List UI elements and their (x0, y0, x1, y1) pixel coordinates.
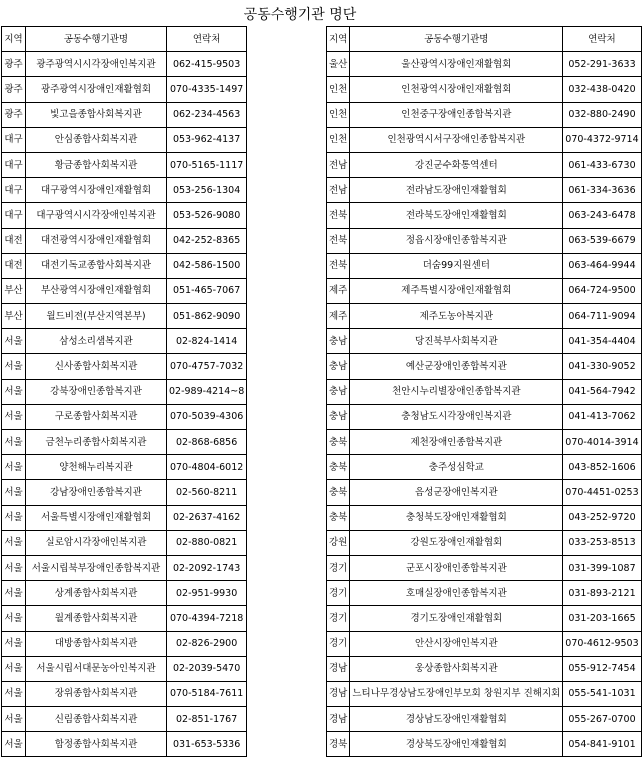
table-row (2, 52, 247, 77)
table-row (2, 480, 247, 505)
region-cell: 서울 (2, 732, 26, 757)
table-row (2, 228, 247, 253)
phone-cell: 063-243-6478 (563, 203, 641, 228)
table-row (327, 52, 642, 77)
region-cell: 대구 (2, 178, 26, 203)
table-row (2, 278, 247, 303)
region-cell: 대구 (2, 203, 26, 228)
region-cell: 경기 (327, 606, 350, 631)
org-name-cell: 천안시누리별장애인종합복지관 (350, 379, 563, 404)
table-row (2, 455, 247, 480)
org-name-cell: 호매실장애인종합복지관 (350, 581, 563, 606)
table-row (2, 77, 247, 102)
region-cell: 서울 (2, 329, 26, 354)
table-row (327, 505, 642, 530)
table-row (327, 404, 642, 429)
org-name-cell: 정읍시장애인종합복지관 (350, 228, 563, 253)
org-name-cell: 대전광역시장애인재활협회 (26, 228, 167, 253)
region-cell: 강원 (327, 530, 350, 555)
region-cell: 서울 (2, 379, 26, 404)
phone-cell: 070-4612-9503 (563, 631, 641, 656)
phone-cell: 055-267-0700 (563, 707, 641, 732)
table-row (2, 178, 247, 203)
phone-cell: 070-4451-0253 (563, 480, 641, 505)
org-name-cell: 월드비전(부산지역본부) (26, 304, 167, 329)
phone-cell: 061-433-6730 (563, 152, 641, 177)
phone-cell: 053-256-1304 (167, 178, 247, 203)
phone-cell: 070-5165-1117 (167, 152, 247, 177)
phone-cell: 042-586-1500 (167, 253, 247, 278)
table-row (327, 77, 642, 102)
phone-cell: 070-4757-7032 (167, 354, 247, 379)
org-name-cell: 강북장애인종합복지관 (26, 379, 167, 404)
table-row (2, 127, 247, 152)
phone-cell: 02-560-8211 (167, 480, 247, 505)
region-cell: 서울 (2, 656, 26, 681)
region-cell: 대전 (2, 253, 26, 278)
table-row (327, 379, 642, 404)
org-name-cell: 더숨99지원센터 (350, 253, 563, 278)
org-name-cell: 충주성심학교 (350, 455, 563, 480)
org-name-cell: 경상북도장애인재활협회 (350, 732, 563, 757)
region-cell: 충북 (327, 430, 350, 455)
phone-cell: 052-291-3633 (563, 52, 641, 77)
phone-cell: 055-912-7454 (563, 656, 641, 681)
table-header-row (2, 27, 247, 52)
region-cell: 경북 (327, 732, 350, 757)
phone-cell: 041-330-9052 (563, 354, 641, 379)
org-name-cell: 강원도장애인재활협회 (350, 530, 563, 555)
phone-cell: 02-951-9930 (167, 581, 247, 606)
table-row (2, 656, 247, 681)
org-name-cell: 대구광역시시각장애인복지관 (26, 203, 167, 228)
region-cell: 인천 (327, 77, 350, 102)
phone-cell: 055-541-1031 (563, 681, 641, 706)
org-name-cell: 광주광역시시각장애인복지관 (26, 52, 167, 77)
phone-cell: 032-438-0420 (563, 77, 641, 102)
region-cell: 서울 (2, 430, 26, 455)
region-cell: 대전 (2, 228, 26, 253)
phone-cell: 031-893-2121 (563, 581, 641, 606)
region-cell: 광주 (2, 52, 26, 77)
org-name-cell: 충청북도장애인재활협회 (350, 505, 563, 530)
org-name-cell: 금천누리종합사회복지관 (26, 430, 167, 455)
phone-cell: 041-564-7942 (563, 379, 641, 404)
org-name-cell: 안심종합사회복지관 (26, 127, 167, 152)
org-name-cell: 신사종합사회복지관 (26, 354, 167, 379)
table-row (2, 304, 247, 329)
table-row (327, 656, 642, 681)
left-org-table (1, 26, 247, 757)
phone-cell: 053-526-9080 (167, 203, 247, 228)
region-cell: 인천 (327, 102, 350, 127)
region-cell: 서울 (2, 455, 26, 480)
org-name-cell: 인천중구장애인종합복지관 (350, 102, 563, 127)
table-row (327, 329, 642, 354)
header-region: 지역 (327, 27, 350, 52)
org-name-cell: 당진북부사회복지관 (350, 329, 563, 354)
region-cell: 서울 (2, 480, 26, 505)
org-name-cell: 제주도농아복지관 (350, 304, 563, 329)
org-name-cell: 웅상종합사회복지관 (350, 656, 563, 681)
table-row (327, 455, 642, 480)
region-cell: 서울 (2, 505, 26, 530)
phone-cell: 032-880-2490 (563, 102, 641, 127)
org-name-cell: 제천장애인종합복지관 (350, 430, 563, 455)
region-cell: 경남 (327, 656, 350, 681)
table-row (2, 505, 247, 530)
org-name-cell: 강남장애인종합복지관 (26, 480, 167, 505)
phone-cell: 054-841-9101 (563, 732, 641, 757)
table-row (2, 631, 247, 656)
phone-cell: 062-415-9503 (167, 52, 247, 77)
org-name-cell: 대방종합사회복지관 (26, 631, 167, 656)
org-name-cell: 신림종합사회복지관 (26, 707, 167, 732)
region-cell: 충북 (327, 455, 350, 480)
region-cell: 서울 (2, 681, 26, 706)
table-row (2, 404, 247, 429)
phone-cell: 033-253-8513 (563, 530, 641, 555)
org-name-cell: 안산시장애인복지관 (350, 631, 563, 656)
phone-cell: 02-824-1414 (167, 329, 247, 354)
table-row (2, 606, 247, 631)
table-row (327, 430, 642, 455)
phone-cell: 031-399-1087 (563, 555, 641, 580)
phone-cell: 064-711-9094 (563, 304, 641, 329)
table-row (2, 102, 247, 127)
table-row (327, 228, 642, 253)
org-name-cell: 예산군장애인종합복지관 (350, 354, 563, 379)
table-row (2, 253, 247, 278)
org-name-cell: 울산광역시장애인재활협회 (350, 52, 563, 77)
region-cell: 서울 (2, 555, 26, 580)
table-row (327, 631, 642, 656)
phone-cell: 031-653-5336 (167, 732, 247, 757)
org-name-cell: 양천해누리복지관 (26, 455, 167, 480)
phone-cell: 051-862-9090 (167, 304, 247, 329)
region-cell: 경기 (327, 581, 350, 606)
table-row (327, 178, 642, 203)
header-phone: 연락처 (167, 27, 247, 52)
region-cell: 충북 (327, 505, 350, 530)
region-cell: 전북 (327, 203, 350, 228)
table-row (327, 278, 642, 303)
phone-cell: 02-826-2900 (167, 631, 247, 656)
region-cell: 부산 (2, 304, 26, 329)
org-name-cell: 합정종합사회복지관 (26, 732, 167, 757)
org-name-cell: 느티나무경상남도장애인부모회 창원지부 진해지회 (350, 681, 563, 706)
org-name-cell: 서울특별시장애인재활협회 (26, 505, 167, 530)
org-name-cell: 대전기독교종합사회복지관 (26, 253, 167, 278)
table-row (2, 379, 247, 404)
org-name-cell: 경기도장애인재활협회 (350, 606, 563, 631)
region-cell: 전남 (327, 178, 350, 203)
region-cell: 경남 (327, 707, 350, 732)
table-row (327, 606, 642, 631)
org-name-cell: 월계종합사회복지관 (26, 606, 167, 631)
header-org: 공동수행기관명 (26, 27, 167, 52)
table-row (327, 102, 642, 127)
region-cell: 충남 (327, 404, 350, 429)
phone-cell: 02-880-0821 (167, 530, 247, 555)
phone-cell: 043-852-1606 (563, 455, 641, 480)
phone-cell: 02-868-6856 (167, 430, 247, 455)
region-cell: 서울 (2, 581, 26, 606)
region-cell: 경기 (327, 631, 350, 656)
table-row (2, 430, 247, 455)
table-row (327, 681, 642, 706)
region-cell: 광주 (2, 77, 26, 102)
org-name-cell: 광주광역시장애인재활협회 (26, 77, 167, 102)
region-cell: 경기 (327, 555, 350, 580)
table-row (2, 530, 247, 555)
org-name-cell: 부산광역시장애인재활협회 (26, 278, 167, 303)
region-cell: 전북 (327, 253, 350, 278)
org-name-cell: 전라남도장애인재활협회 (350, 178, 563, 203)
org-name-cell: 인천광역시장애인재활협회 (350, 77, 563, 102)
phone-cell: 061-334-3636 (563, 178, 641, 203)
region-cell: 부산 (2, 278, 26, 303)
phone-cell: 053-962-4137 (167, 127, 247, 152)
phone-cell: 070-4014-3914 (563, 430, 641, 455)
phone-cell: 02-989-4214~8 (167, 379, 247, 404)
table-row (327, 555, 642, 580)
phone-cell: 070-4394-7218 (167, 606, 247, 631)
header-org: 공동수행기관명 (350, 27, 563, 52)
phone-cell: 070-4804-6012 (167, 455, 247, 480)
right-org-table (326, 26, 642, 757)
table-row (327, 203, 642, 228)
org-name-cell: 대구광역시장애인재활협회 (26, 178, 167, 203)
region-cell: 대구 (2, 127, 26, 152)
org-name-cell: 황금종합사회복지관 (26, 152, 167, 177)
region-cell: 대구 (2, 152, 26, 177)
org-name-cell: 군포시장애인종합복지관 (350, 555, 563, 580)
region-cell: 서울 (2, 631, 26, 656)
region-cell: 서울 (2, 530, 26, 555)
region-cell: 인천 (327, 127, 350, 152)
org-name-cell: 삼성소리샘복지관 (26, 329, 167, 354)
table-row (2, 707, 247, 732)
phone-cell: 070-5039-4306 (167, 404, 247, 429)
table-row (327, 304, 642, 329)
org-name-cell: 빛고을종합사회복지관 (26, 102, 167, 127)
org-name-cell: 상계종합사회복지관 (26, 581, 167, 606)
phone-cell: 062-234-4563 (167, 102, 247, 127)
region-cell: 광주 (2, 102, 26, 127)
phone-cell: 041-413-7062 (563, 404, 641, 429)
phone-cell: 041-354-4404 (563, 329, 641, 354)
table-row (327, 732, 642, 757)
phone-cell: 02-2637-4162 (167, 505, 247, 530)
table-row (327, 530, 642, 555)
org-name-cell: 제주특별시장애인재활협회 (350, 278, 563, 303)
table-row (2, 329, 247, 354)
table-header-row (327, 27, 642, 52)
org-name-cell: 구로종합사회복지관 (26, 404, 167, 429)
phone-cell: 070-4372-9714 (563, 127, 641, 152)
table-row (2, 581, 247, 606)
region-cell: 제주 (327, 304, 350, 329)
org-name-cell: 인천광역시서구장애인종합복지관 (350, 127, 563, 152)
org-name-cell: 전라북도장애인재활협회 (350, 203, 563, 228)
phone-cell: 063-464-9944 (563, 253, 641, 278)
org-name-cell: 장위종합사회복지관 (26, 681, 167, 706)
region-cell: 충남 (327, 329, 350, 354)
phone-cell: 02-2092-1743 (167, 555, 247, 580)
phone-cell: 063-539-6679 (563, 228, 641, 253)
org-name-cell: 경상남도장애인재활협회 (350, 707, 563, 732)
region-cell: 충남 (327, 379, 350, 404)
region-cell: 서울 (2, 707, 26, 732)
table-row (327, 253, 642, 278)
region-cell: 전북 (327, 228, 350, 253)
phone-cell: 070-5184-7611 (167, 681, 247, 706)
table-row (2, 732, 247, 757)
table-row (327, 707, 642, 732)
region-cell: 울산 (327, 52, 350, 77)
region-cell: 전남 (327, 152, 350, 177)
org-name-cell: 음성군장애인복지관 (350, 480, 563, 505)
region-cell: 경남 (327, 681, 350, 706)
header-region: 지역 (2, 27, 26, 52)
phone-cell: 031-203-1665 (563, 606, 641, 631)
org-name-cell: 서울시립서대문농아인복지관 (26, 656, 167, 681)
phone-cell: 02-851-1767 (167, 707, 247, 732)
region-cell: 서울 (2, 404, 26, 429)
table-row (2, 681, 247, 706)
table-row (327, 354, 642, 379)
table-row (2, 555, 247, 580)
table-row (2, 354, 247, 379)
table-row (327, 152, 642, 177)
region-cell: 서울 (2, 354, 26, 379)
org-name-cell: 강진군수화통역센터 (350, 152, 563, 177)
phone-cell: 070-4335-1497 (167, 77, 247, 102)
header-phone: 연락처 (563, 27, 641, 52)
region-cell: 제주 (327, 278, 350, 303)
phone-cell: 043-252-9720 (563, 505, 641, 530)
org-name-cell: 서울시립북부장애인종합복지관 (26, 555, 167, 580)
table-row (327, 581, 642, 606)
table-row (327, 127, 642, 152)
region-cell: 충북 (327, 480, 350, 505)
table-row (2, 152, 247, 177)
table-row (2, 203, 247, 228)
phone-cell: 042-252-8365 (167, 228, 247, 253)
org-name-cell: 충청남도시각장애인복지관 (350, 404, 563, 429)
org-name-cell: 실로암시각장애인복지관 (26, 530, 167, 555)
page-title: 공동수행기관 명단 (243, 7, 357, 23)
phone-cell: 02-2039-5470 (167, 656, 247, 681)
region-cell: 충남 (327, 354, 350, 379)
table-row (327, 480, 642, 505)
phone-cell: 064-724-9500 (563, 278, 641, 303)
phone-cell: 051-465-7067 (167, 278, 247, 303)
region-cell: 서울 (2, 606, 26, 631)
